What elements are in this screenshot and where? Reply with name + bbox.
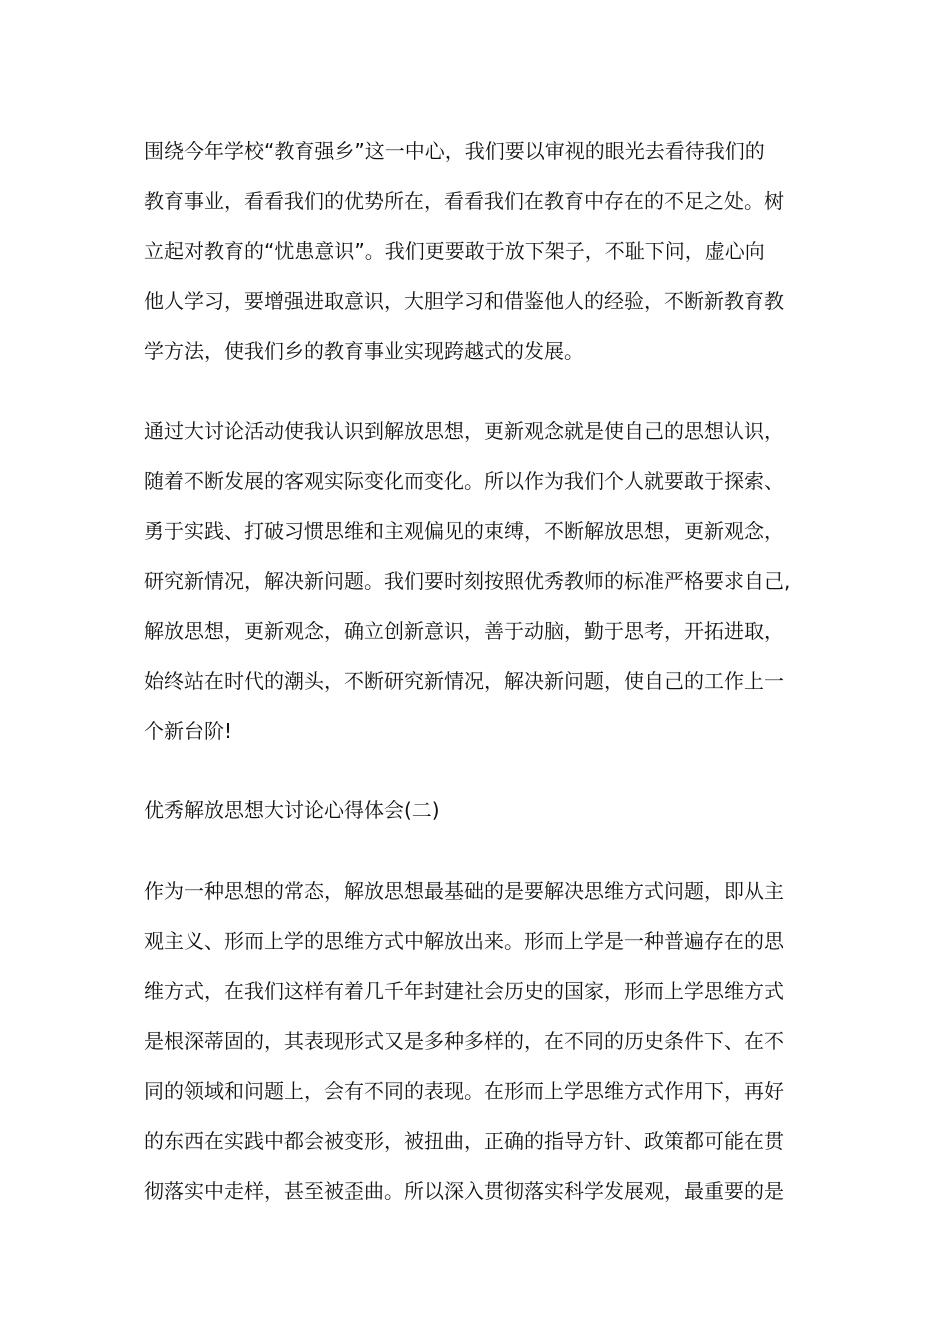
paragraph-line: 观主义、形而上学的思维方式中解放出来。形而上学是一种普遍存在的思 [144,929,784,953]
paragraph-line: 随着不断发展的客观实际变化而变化。所以作为我们个人就要敢于探索、 [144,469,784,493]
paragraph-line: 他人学习，要增强进取意识，大胆学习和借鉴他人的经验，不断新教育教 [144,289,784,313]
paragraph-line: 立起对教育的“忧患意识”。我们更要敢于放下架子，不耻下问，虚心向 [144,239,765,263]
paragraph-line: 同的领域和问题上，会有不同的表现。在形而上学思维方式作用下，再好 [144,1079,784,1103]
heading-line: 优秀解放思想大讨论心得体会(二) [144,798,440,822]
paragraph-line: 研究新情况，解决新问题。我们要时刻按照优秀教师的标准严格要求自己, [144,569,791,593]
paragraph-line: 通过大讨论活动使我认识到解放思想，更新观念就是使自己的思想认识， [144,419,784,443]
paragraph-line: 教育事业，看看我们的优势所在，看看我们在教育中存在的不足之处。树 [144,189,784,213]
paragraph-line: 彻落实中走样，甚至被歪曲。所以深入贯彻落实科学发展观，最重要的是 [144,1179,784,1203]
paragraph-line: 作为一种思想的常态，解放思想最基础的是要解决思维方式问题，即从主 [144,879,784,903]
paragraph-line: 个新台阶! [144,719,233,743]
paragraph-line: 勇于实践、打破习惯思维和主观偏见的束缚，不断解放思想，更新观念， [144,519,784,543]
paragraph-line: 始终站在时代的潮头，不断研究新情况，解决新问题，使自己的工作上一 [144,669,784,693]
paragraph-line: 围绕今年学校“教育强乡”这一中心，我们要以审视的眼光去看待我们的 [144,139,765,163]
paragraph-line: 解放思想，更新观念，确立创新意识，善于动脑，勤于思考，开拓进取， [144,619,784,643]
paragraph-line: 的东西在实践中都会被变形，被扭曲，正确的指导方针、政策都可能在贯 [144,1129,784,1153]
paragraph-line: 是根深蒂固的，其表现形式又是多种多样的，在不同的历史条件下、在不 [144,1029,784,1053]
paragraph-line: 学方法，使我们乡的教育事业实现跨越式的发展。 [144,339,584,363]
paragraph-line: 维方式，在我们这样有着几千年封建社会历史的国家，形而上学思维方式 [144,979,784,1003]
